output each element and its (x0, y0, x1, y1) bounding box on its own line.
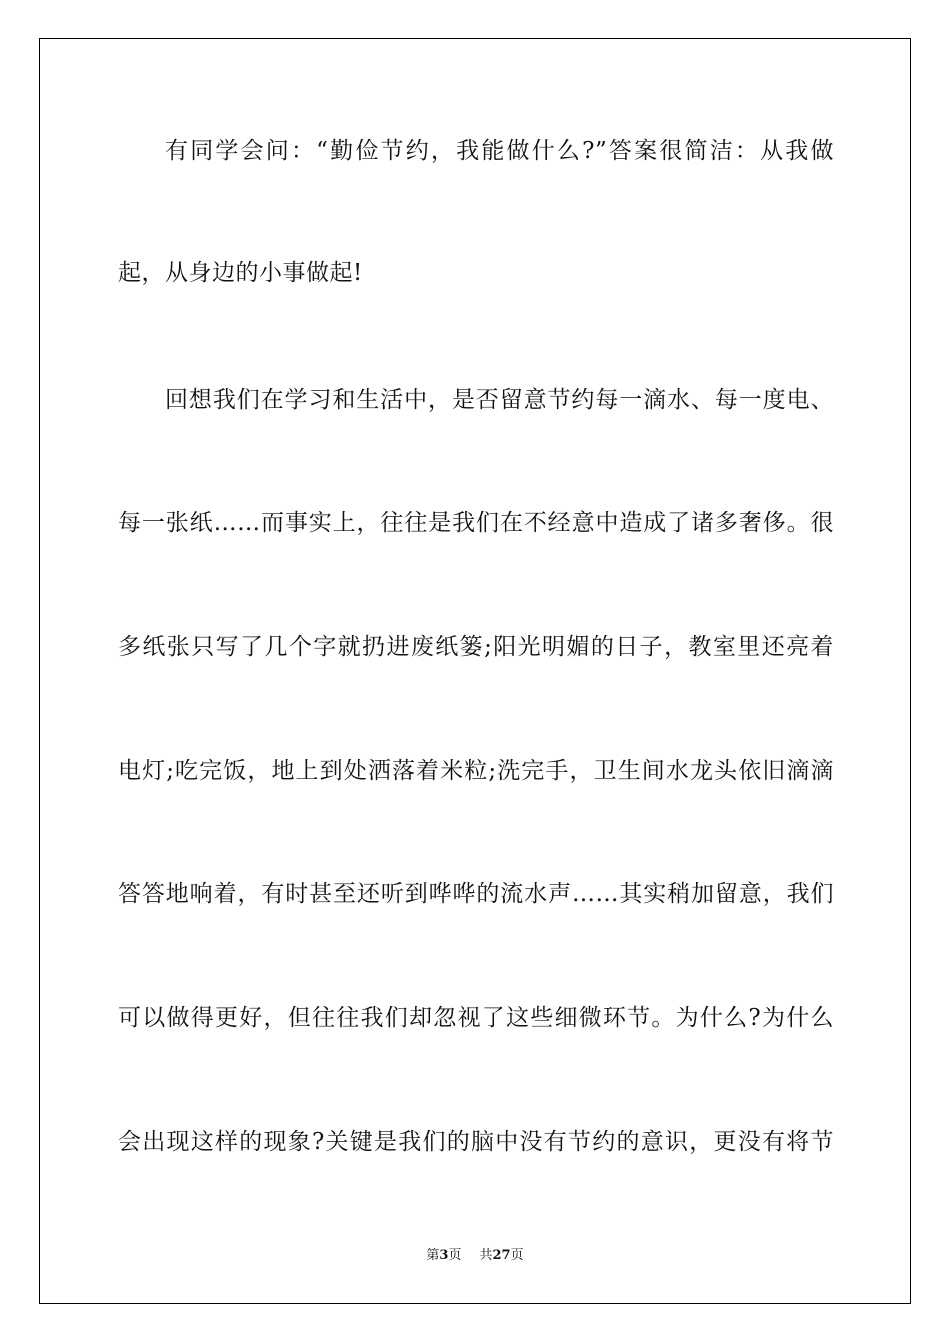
paragraph-2-line-7: 会出现这样的现象?关键是我们的脑中没有节约的意识，更没有将节 (118, 1129, 834, 1155)
page-footer (0, 1248, 950, 1264)
paragraph-2-line-1: 回想我们在学习和生活中，是否留意节约每一滴水、每一度电、 (165, 387, 834, 413)
paragraph-1-line-2: 起，从身边的小事做起! (118, 260, 363, 286)
total-pages: 27 (492, 1248, 511, 1263)
paragraph-2-line-4: 电灯;吃完饭，地上到处洒落着米粒;洗完手，卫生间水龙头依旧滴滴 (118, 758, 834, 784)
page-suffix: 页 (448, 1248, 462, 1263)
paragraph-1-line-1: 有同学会问：“勤俭节约，我能做什么?”答案很简洁：从我做 (165, 138, 834, 164)
paragraph-2-line-3: 多纸张只写了几个字就扔进废纸篓;阳光明媚的日子，教室里还亮着 (118, 634, 834, 660)
total-suffix: 页 (510, 1248, 524, 1263)
paragraph-2-line-2: 每一张纸……而事实上，往往是我们在不经意中造成了诸多奢侈。很 (118, 510, 834, 536)
page-number: 3 (439, 1248, 449, 1263)
total-prefix: 共 (479, 1248, 493, 1263)
paragraph-2-line-5: 答答地响着，有时甚至还听到哗哗的流水声……其实稍加留意，我们 (118, 881, 834, 907)
paragraph-2-line-6: 可以做得更好，但往往我们却忽视了这些细微环节。为什么?为什么 (118, 1005, 834, 1031)
page-border (39, 38, 911, 1304)
page-prefix: 第 (426, 1248, 440, 1263)
